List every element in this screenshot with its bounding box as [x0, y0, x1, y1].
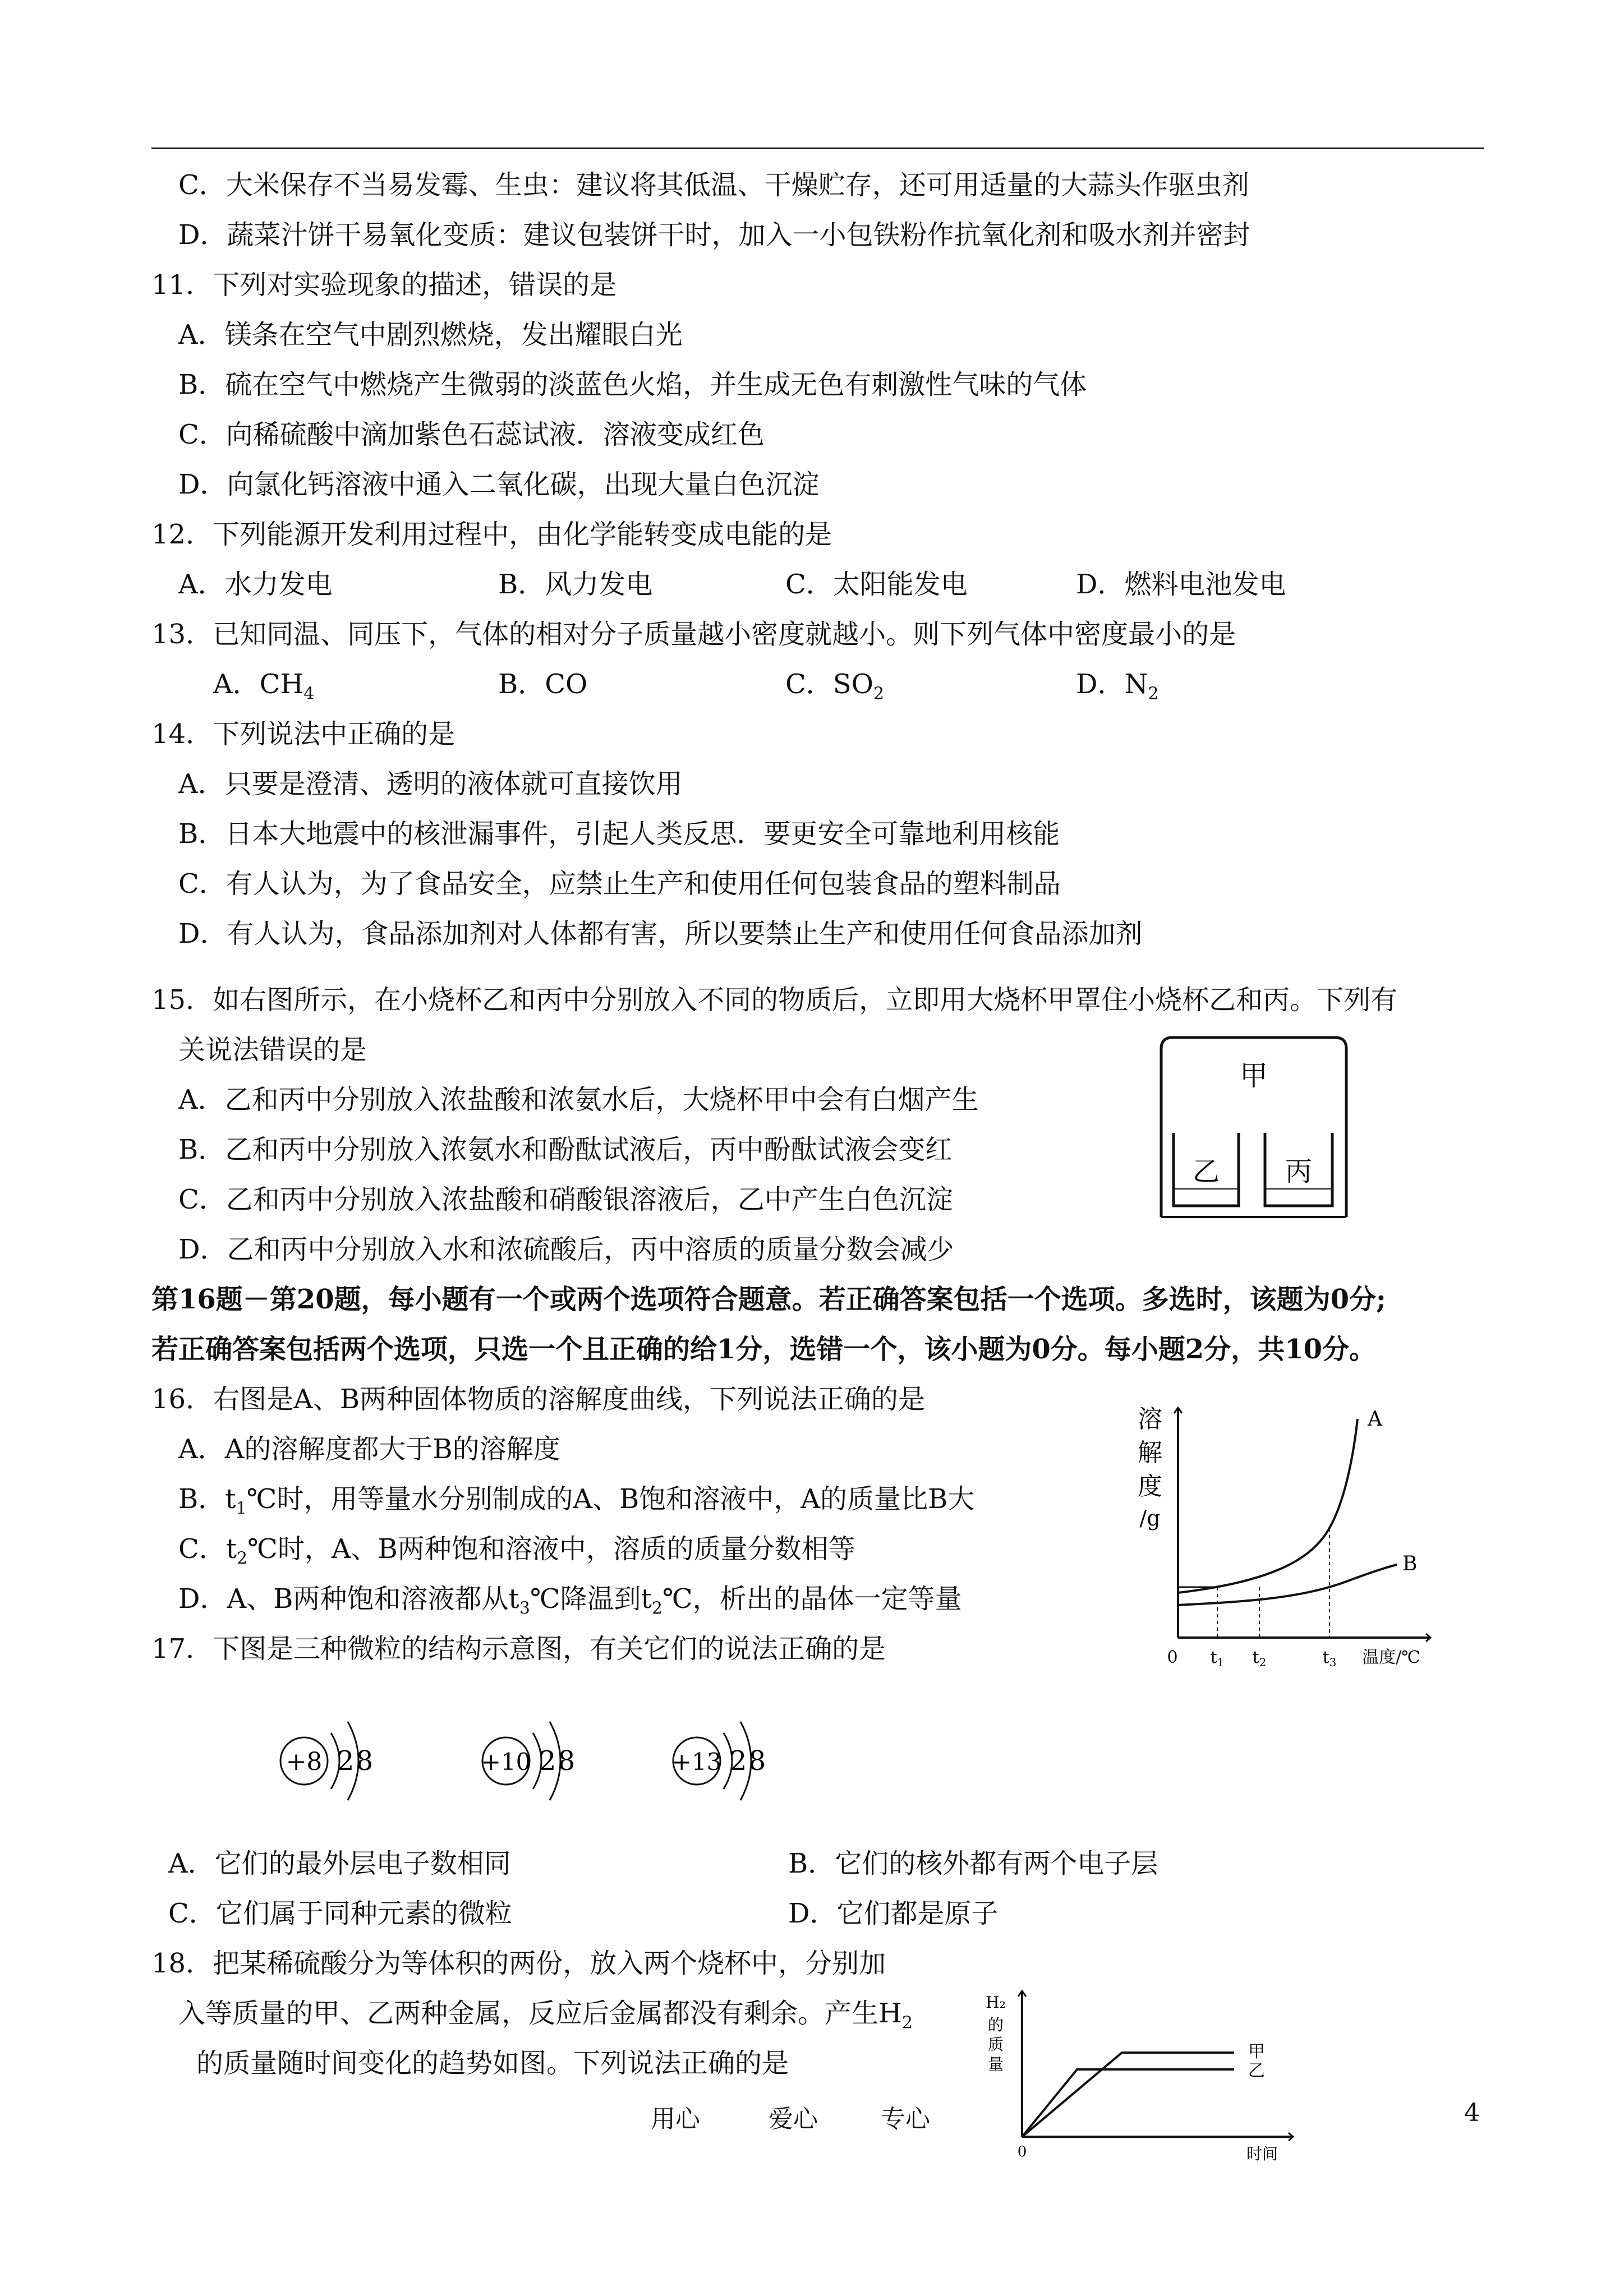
- footer-item-2: 爱心: [769, 2105, 818, 2133]
- q10-option-d: D．蔬菜汁饼干易氧化变质：建议包装饼干时，加入一小包铁粉作抗氧化剂和吸水剂并密封: [178, 219, 1250, 251]
- q14-option-a: A．只要是澄清、透明的液体就可直接饮用: [178, 768, 683, 800]
- q17-option-b: B．它们的核外都有两个电子层: [788, 1848, 1158, 1879]
- q17-option-c: C．它们属于同种元素的微粒: [168, 1898, 512, 1929]
- atom-2-nucleus: +10: [481, 1748, 531, 1776]
- series-yi-line: [1022, 2069, 1234, 2137]
- xlabel: 温度/℃: [1362, 1648, 1420, 1667]
- q12-option-c: C．太阳能发电: [785, 569, 968, 600]
- q16-option-c: C．$t_2℃$时，A、B两种饱和溶液中，溶质的质量分数相等: [178, 1533, 855, 1569]
- q12-option-d: D．燃料电池发电: [1076, 569, 1286, 600]
- series-yi-label: 乙: [1248, 2061, 1265, 2081]
- beaker-left-label: 乙: [1192, 1156, 1220, 1187]
- atom-3-shells: 2 8: [729, 1745, 763, 1777]
- q14-option-b: B．日本大地震中的核泄漏事件，引起人类反思．要更安全可靠地利用核能: [178, 818, 1060, 850]
- h2-ylabel-1: 的: [987, 2016, 1004, 2034]
- curve-a-label: A: [1368, 1408, 1382, 1431]
- footer-item-3: 专心: [881, 2105, 930, 2133]
- atom-3-nucleus: +13: [671, 1748, 722, 1776]
- h2-xlabel: 时间: [1246, 2145, 1278, 2163]
- section-instruction-2: 若正确答案包括两个选项，只选一个且正确的给1分，选错一个，该小题为0分。每小题2分，共10分。: [151, 1334, 1376, 1365]
- h2-origin: 0: [1017, 2143, 1027, 2160]
- ylabel-char-3: 度: [1138, 1472, 1162, 1501]
- ylabel-unit: /g: [1139, 1506, 1161, 1530]
- q13-stem: 13．已知同温、同压下，气体的相对分子质量越小密度就越小。则下列气体中密度最小的是: [151, 619, 1236, 650]
- q13-option-a: A．$CH_4$: [213, 668, 315, 704]
- q13-option-c: C．$SO_2$: [785, 668, 885, 704]
- atom-diagram-3: [662, 1699, 797, 1806]
- beaker-right-label: 丙: [1285, 1156, 1313, 1187]
- atom-1-nucleus: +8: [286, 1748, 323, 1776]
- beaker-figure: [1150, 1026, 1358, 1223]
- q11-option-c: C．向稀硫酸中滴加紫色石蕊试液．溶液变成红色: [178, 419, 765, 450]
- h2-ylabel-3: 量: [987, 2055, 1004, 2073]
- q17-option-d: D．它们都是原子: [788, 1898, 999, 1929]
- q12-stem: 12．下列能源开发利用过程中，由化学能转变成电能的是: [151, 519, 832, 550]
- h2-mass-chart: [970, 1985, 1307, 2165]
- header-rule: [151, 147, 1484, 149]
- curve-a: [1178, 1419, 1358, 1593]
- series-jia-label: 甲: [1248, 2042, 1265, 2062]
- q16-stem: 16．右图是A、B两种固体物质的溶解度曲线，下列说法正确的是: [151, 1384, 926, 1415]
- q11-stem: 11．下列对实验现象的描述，错误的是: [151, 269, 617, 301]
- q12-option-b: B．风力发电: [498, 569, 653, 600]
- q12-option-a: A．水力发电: [178, 569, 333, 600]
- curve-b: [1178, 1565, 1397, 1605]
- ylabel-char-2: 解: [1138, 1439, 1162, 1467]
- page-number: 4: [1464, 2099, 1480, 2127]
- q16-option-b: B．$t_1℃$时，用等量水分别制成的A、B饱和溶液中，A的质量比B大: [178, 1483, 975, 1519]
- q18-stem-3: 的质量随时间变化的趋势如图。下列说法正确的是: [196, 2048, 789, 2079]
- q15-option-b: B．乙和丙中分别放入浓氨水和酚酞试液后，丙中酚酞试液会变红: [178, 1134, 953, 1165]
- q16-option-a: A．A的溶解度都大于B的溶解度: [178, 1433, 560, 1465]
- tick-t1: $t_1$: [1210, 1648, 1225, 1669]
- q15-stem: 15．如右图所示，在小烧杯乙和丙中分别放入不同的物质后，立即用大烧杯甲罩住小烧杯乙和丙。下列有: [151, 984, 1398, 1016]
- q14-stem: 14．下列说法中正确的是: [151, 718, 456, 750]
- tick-t2: $t_2$: [1252, 1648, 1267, 1669]
- atom-1-shells: 2 8: [337, 1745, 370, 1777]
- q17-option-a: A．它们的最外层电子数相同: [168, 1848, 511, 1879]
- q11-option-a: A．镁条在空气中剧烈燃烧，发出耀眼白光: [178, 319, 683, 351]
- tick-t3: $t_3$: [1322, 1648, 1337, 1669]
- q10-option-c: C．大米保存不当易发霉、生虫：建议将其低温、干燥贮存，还可用适量的大蒜头作驱虫剂: [178, 169, 1249, 201]
- q11-option-d: D．向氯化钙溶液中通入二氧化碳，出现大量白色沉淀: [178, 469, 820, 500]
- q14-option-c: C．有人认为，为了食品安全，应禁止生产和使用任何包装食品的塑料制品: [178, 868, 1061, 900]
- q13-option-d: D．$N_2$: [1076, 668, 1159, 704]
- footer-item-1: 用心: [651, 2105, 700, 2133]
- q15-option-d: D．乙和丙中分别放入水和浓硫酸后，丙中溶质的质量分数会减少: [178, 1234, 954, 1265]
- q11-option-b: B．硫在空气中燃烧产生微弱的淡蓝色火焰，并生成无色有刺激性气味的气体: [178, 369, 1087, 400]
- q18-stem-2: 入等质量的甲、乙两种金属，反应后金属都没有剩余。产生$H_2$: [178, 1998, 913, 2033]
- atom-2-shells: 2 8: [539, 1745, 572, 1777]
- q13-option-b: B．CO: [498, 668, 588, 700]
- h2-ylabel-2: 质: [987, 2035, 1004, 2054]
- atom-diagram-1: [269, 1699, 404, 1806]
- q14-option-d: D．有人认为，食品添加剂对人体都有害，所以要禁止生产和使用任何食品添加剂: [178, 918, 1143, 949]
- h2-ylabel-top: H₂: [986, 1993, 1006, 2012]
- q15-stem-cont: 关说法错误的是: [178, 1034, 367, 1066]
- q15-option-a: A．乙和丙中分别放入浓盐酸和浓氨水后，大烧杯甲中会有白烟产生: [178, 1084, 979, 1115]
- series-jia-line: [1022, 2053, 1234, 2137]
- solubility-chart: [1133, 1402, 1436, 1682]
- origin-label: 0: [1167, 1648, 1178, 1667]
- q17-stem: 17．下图是三种微粒的结构示意图，有关它们的说法正确的是: [151, 1633, 886, 1665]
- section-instruction-1: 第16题－第20题，每小题有一个或两个选项符合题意。若正确答案包括一个选项。多选时，该题为0分;: [151, 1284, 1386, 1315]
- q16-option-d: D．A、B两种饱和溶液都从$t_3℃$降温到$t_2℃$，析出的晶体一定等量: [178, 1583, 962, 1619]
- atom-diagram-2: [471, 1699, 606, 1806]
- curve-b-label: B: [1402, 1552, 1418, 1575]
- q18-stem-1: 18．把某稀硫酸分为等体积的两份，放入两个烧杯中，分别加: [151, 1948, 886, 1979]
- q15-option-c: C．乙和丙中分别放入浓盐酸和硝酸银溶液后，乙中产生白色沉淀: [178, 1184, 953, 1215]
- ylabel-char-1: 溶: [1138, 1405, 1162, 1433]
- beaker-big-label: 甲: [1240, 1059, 1268, 1092]
